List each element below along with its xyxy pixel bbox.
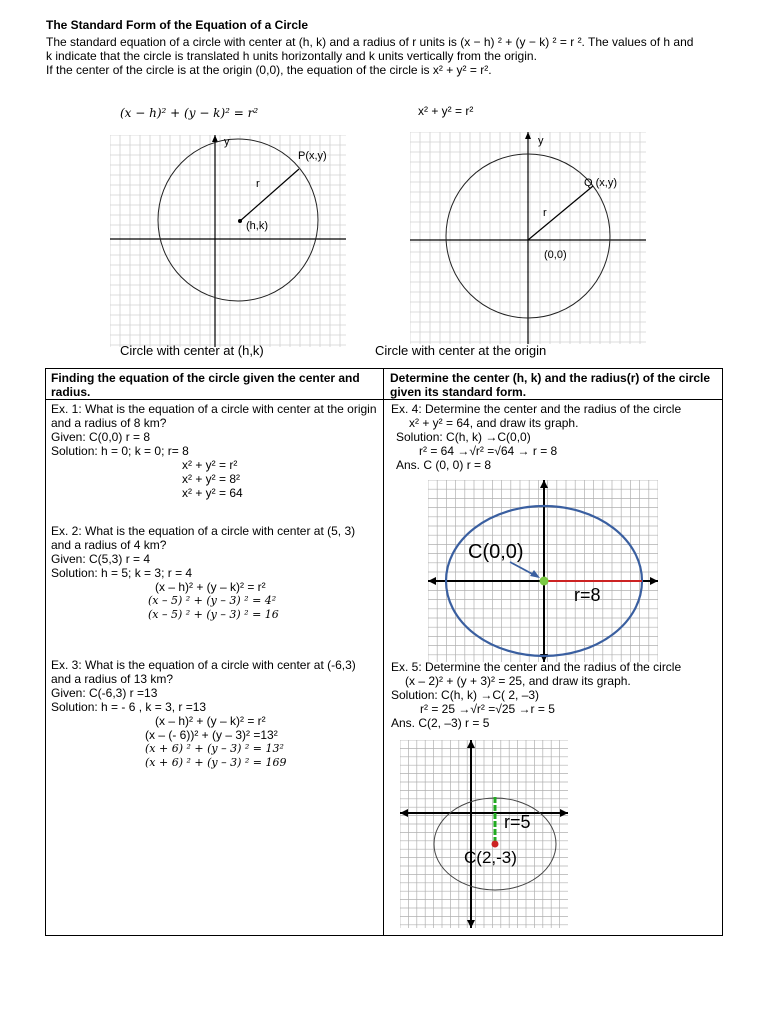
ex2-step-2: (x – 5) ² + (y – 3) ² = 4² xyxy=(148,594,277,607)
right-figure-equation: x² + y² = r² xyxy=(418,104,474,118)
left-center-dot xyxy=(238,219,242,223)
right-y-label: y xyxy=(538,135,544,147)
example-2 xyxy=(51,524,381,622)
ex1-step-1: x² + y² = r² xyxy=(182,458,238,472)
ex1-step-3: x² + y² = 64 xyxy=(182,486,243,500)
intro-line-1: The standard equation of a circle with center at (h, k) and a radius of r units is (x − h) ² + (y − k) ² = r ². The values of h and xyxy=(46,35,694,49)
left-center-label: (h,k) xyxy=(246,220,268,232)
left-column-header: Finding the equation of the circle given the center and radius. xyxy=(51,371,360,399)
right-figure-caption: Circle with center at the origin xyxy=(375,343,547,358)
ex3-solution: Solution: h = - 6 , k = 3, r =13 xyxy=(51,700,207,714)
ex2-solution: Solution: h = 5; k = 3; r = 4 xyxy=(51,566,193,580)
ex3-given: Given: C(-6,3) r =13 xyxy=(51,686,158,700)
ex4-question-line-2: x² + y² = 64, and draw its graph. xyxy=(409,416,579,430)
ex5-y-axis-top-arrow xyxy=(467,740,475,748)
left-y-label: y xyxy=(224,136,230,148)
ex3-question-line-1: Ex. 3: What is the equation of a circle with center at (-6,3) xyxy=(51,658,356,672)
example-5 xyxy=(391,660,719,730)
ex5-y-axis-bottom-arrow xyxy=(467,920,475,928)
ex5-graph xyxy=(400,740,568,928)
ex1-solution: Solution: h = 0; k = 0; r= 8 xyxy=(51,444,189,458)
left-y-axis-arrow xyxy=(212,135,218,142)
right-circle-figure xyxy=(410,132,646,344)
table-header-divider xyxy=(45,399,722,400)
left-circle-figure xyxy=(110,135,346,347)
ex2-step-1: (x – h)² + (y – k)² = r² xyxy=(155,580,266,594)
intro-line-3: If the center of the circle is at the origin (0,0), the equation of the circle is x² + y² = r². xyxy=(46,63,492,77)
page-title: The Standard Form of the Equation of a Circle xyxy=(46,18,309,32)
ex2-question-line-1: Ex. 2: What is the equation of a circle with center at (5, 3) xyxy=(51,524,356,538)
left-figure-equation: (x − h)² + (y − k)² = r² xyxy=(120,106,259,120)
ex4-step-1: r² = 64 →√r² =√64 → r = 8 xyxy=(419,444,558,458)
ex3-step-4: (x + 6) ² + (y – 3) ² = 169 xyxy=(145,756,287,769)
ex4-radius-label: r=8 xyxy=(574,585,601,605)
ex2-question-line-2: and a radius of 4 km? xyxy=(51,538,167,552)
ex4-center-dot xyxy=(540,577,549,586)
example-4 xyxy=(391,402,719,472)
ex3-question-line-2: and a radius of 13 km? xyxy=(51,672,174,686)
left-point-label: P(x,y) xyxy=(298,150,327,162)
example-1 xyxy=(51,402,381,500)
ex4-question-line-1: Ex. 4: Determine the center and the radius of the circle xyxy=(391,402,682,416)
ex5-center-label: C(2,-3) xyxy=(464,848,517,867)
example-3 xyxy=(51,658,381,770)
ex4-graph xyxy=(428,480,658,662)
left-circle xyxy=(158,139,318,301)
ex2-step-3: (x – 5) ² + (y – 3) ² = 16 xyxy=(148,608,279,621)
intro-text xyxy=(46,35,730,77)
left-figure-caption: Circle with center at (h,k) xyxy=(120,343,264,358)
ex5-radius-label: r=5 xyxy=(504,812,531,832)
ex5-solution: Solution: C(h, k) →C( 2, –3) xyxy=(391,688,540,702)
ex5-question-line-1: Ex. 5: Determine the center and the radius of the circle xyxy=(391,660,682,674)
intro-line-2: k indicate that the circle is translated h units horizontally and k units vertically from the origin. xyxy=(46,49,537,63)
ex5-center-dot xyxy=(492,841,499,848)
ex3-step-2: (x – (- 6))² + (y – 3)² =13² xyxy=(145,728,278,742)
ex2-given: Given: C(5,3) r = 4 xyxy=(51,552,151,566)
left-radius-label: r xyxy=(256,178,260,190)
ex4-center-label: C(0,0) xyxy=(468,541,524,563)
ex4-x-axis-right-arrow xyxy=(650,577,658,585)
right-radius-label: r xyxy=(543,207,547,219)
right-center-label: (0,0) xyxy=(544,249,567,261)
ex3-step-1: (x – h)² + (y – k)² = r² xyxy=(155,714,266,728)
ex1-question-line-2: and a radius of 8 km? xyxy=(51,416,167,430)
right-point-label: Q (x,y) xyxy=(584,177,617,189)
ex5-question-line-2: (x – 2)² + (y + 3)² = 25, and draw its graph. xyxy=(405,674,631,688)
ex3-step-3: (x + 6) ² + (y – 3) ² = 13² xyxy=(145,742,284,755)
right-column-header: Determine the center (h, k) and the radius(r) of the circle given its standard form. xyxy=(390,371,711,399)
ex4-answer: Ans. C (0, 0) r = 8 xyxy=(396,458,492,472)
ex5-answer: Ans. C(2, –3) r = 5 xyxy=(391,716,490,730)
ex5-step-1: r² = 25 →√r² =√25 →r = 5 xyxy=(420,702,555,716)
left-figure-grid xyxy=(110,135,346,347)
ex5-graph-grid xyxy=(400,740,568,928)
table-column-divider xyxy=(383,368,384,935)
ex4-x-axis-left-arrow xyxy=(428,577,436,585)
ex4-solution: Solution: C(h, k) →C(0,0) xyxy=(396,430,531,444)
ex4-y-axis-top-arrow xyxy=(540,480,548,488)
ex1-given: Given: C(0,0) r = 8 xyxy=(51,430,151,444)
ex1-question-line-1: Ex. 1: What is the equation of a circle with center at the origin xyxy=(51,402,377,416)
ex1-step-2: x² + y² = 8² xyxy=(182,472,241,486)
